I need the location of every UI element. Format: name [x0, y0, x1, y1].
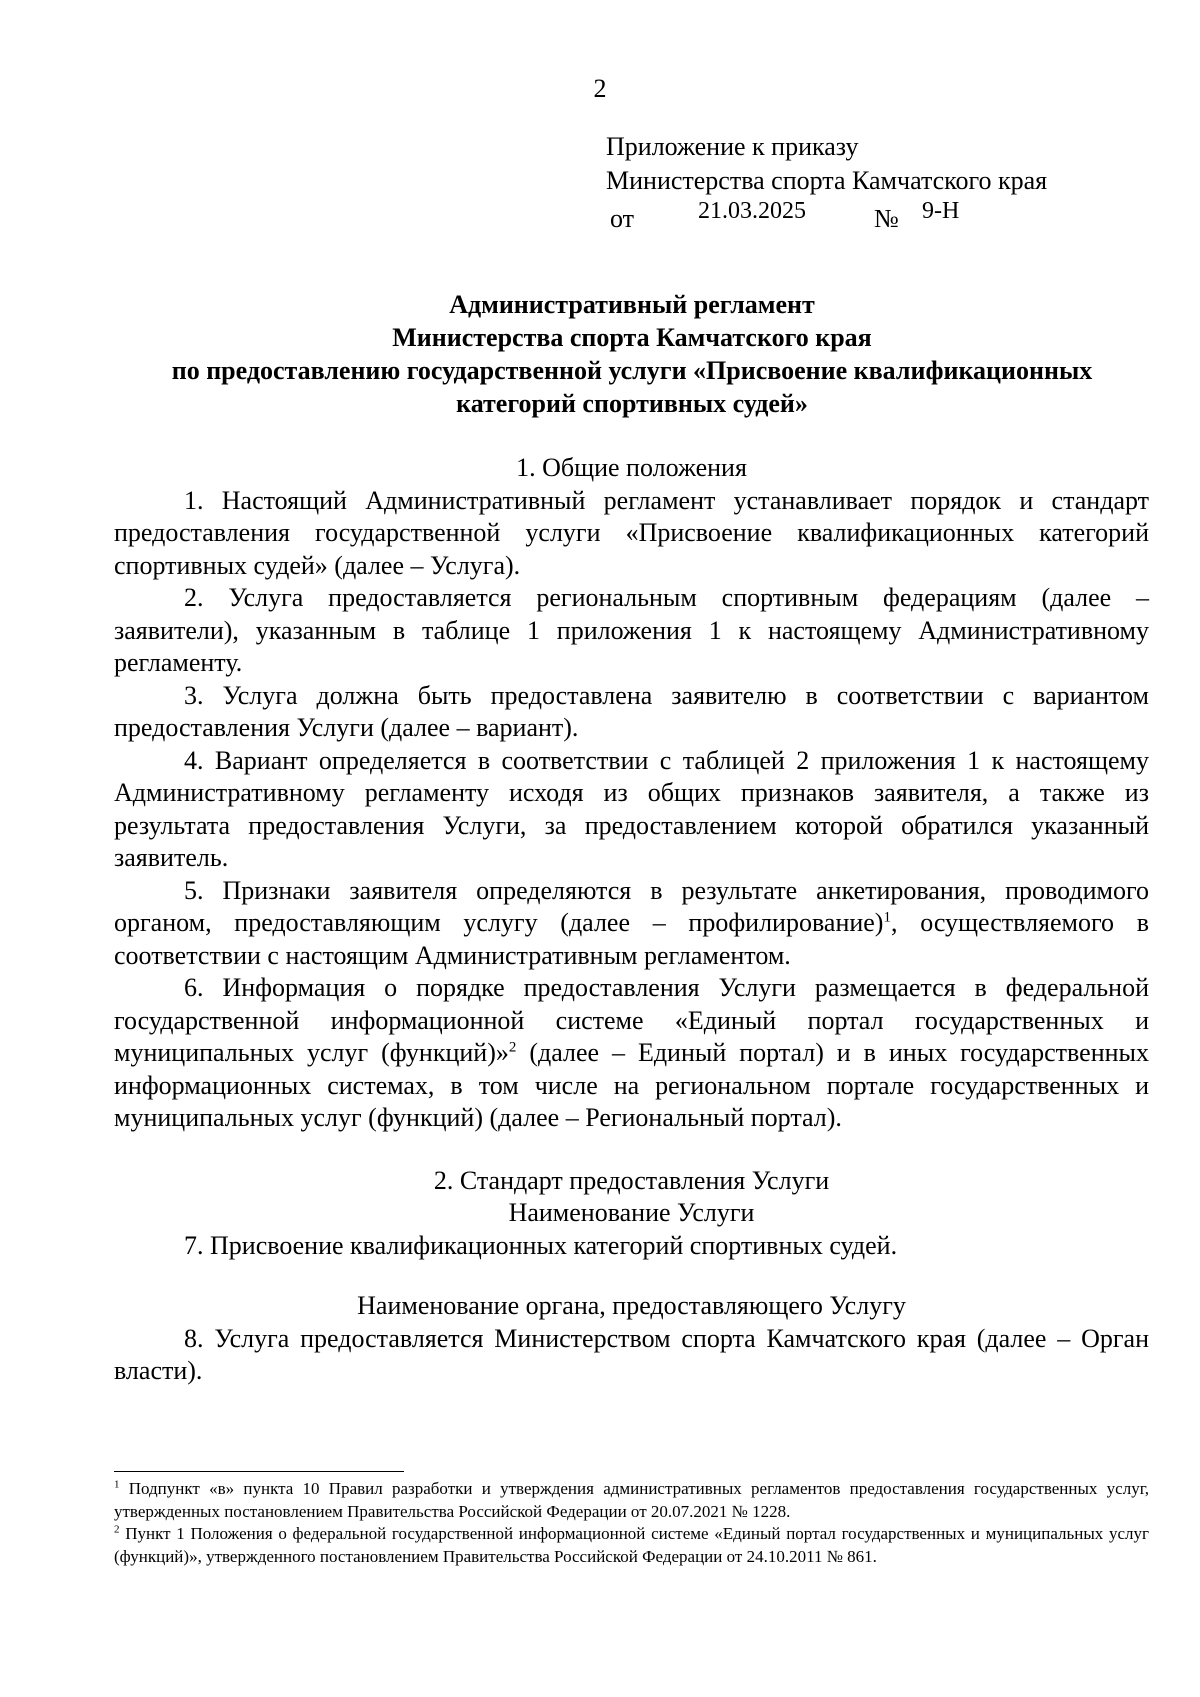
paragraph-6-part-b: (далее – Единый портал) и в иных государственных информационных системах, в том числе на региональном портале государственных и муниципальных услуг (функций) (далее – Региональный портал). — [114, 1038, 1149, 1132]
footnote-2-text: Пункт 1 Положения о федеральной государственной информационной системе «Единый портал государственных и муниципальных услуг (функций)», утвержденного постановлением Правительства Российской Федерации от 24.10.2011 № 861. — [114, 1524, 1149, 1566]
paragraph-3: 3. Услуга должна быть предоставлена заявителю в соответствии с вариантом предоставления Услуги (далее – вариант). — [114, 680, 1149, 742]
title-line-4: категорий спортивных судей» — [456, 389, 808, 418]
paragraph-5-part-a: 5. Признаки заявителя определяются в результате анкетирования, проводимого органом, предоставляющим услугу (далее – профилирование) — [114, 875, 1149, 937]
paragraph-6-part-a: 6. Информация о порядке предоставления Услуги размещается в федеральной государственной информационной системе «Единый портал государственных и муниципальных услуг (функций)» — [114, 973, 1149, 1067]
subsection-service-name: Наименование Услуги — [508, 1198, 755, 1227]
paragraph-4: 4. Вариант определяется в соответствии с таблицей 2 приложения 1 к настоящему Административному регламенту исходя из общих признаков заявителя, а также из результата предоставления Услуги, за предоставлением которой обратился указанный заявитель. — [114, 745, 1149, 872]
paragraph-2: 2. Услуга предоставляется региональным спортивным федерациям (далее – заявители), указанным в таблице 1 приложения 1 к настоящему Административному регламенту. — [114, 583, 1149, 677]
appendix-line-1: Приложение к приказу — [606, 132, 859, 161]
title-line-1: Административный регламент — [449, 290, 815, 319]
paragraph-7: 7. Присвоение квалификационных категорий спортивных судей. — [184, 1230, 898, 1260]
order-meta — [606, 198, 1047, 232]
paragraph-5 — [114, 875, 1149, 973]
order-number: 9-Н — [922, 198, 960, 224]
paragraph-8: 8. Услуга предоставляется Министерством спорта Камчатского края (далее – Орган власти). — [114, 1323, 1149, 1385]
footnote-ref-2: 2 — [508, 1039, 517, 1056]
footnote-1-text: Подпункт «в» пункта 10 Правил разработки и утверждения административных регламентов предоставления государственных услуг, утвержденных постановлением Правительства Российской Федерации от 20.07.2021 № 1228. — [114, 1479, 1149, 1521]
footnote-separator — [114, 1471, 404, 1472]
footnote-2 — [114, 1523, 1149, 1568]
footnote-2-marker: 2 — [114, 1523, 120, 1536]
document-body — [114, 452, 1149, 1388]
appendix-header — [606, 130, 1047, 232]
section-1-heading: 1. Общие положения — [516, 453, 747, 482]
paragraph-6 — [114, 972, 1149, 1135]
order-date: 21.03.2025 — [698, 198, 806, 224]
footnotes — [114, 1478, 1149, 1568]
title-line-2: Министерства спорта Камчатского края — [392, 323, 872, 352]
appendix-line-2: Министерства спорта Камчатского края — [606, 166, 1048, 195]
title-line-3: по предоставлению государственной услуги «Присвоение квалификационных — [171, 356, 1093, 385]
subsection-authority-name: Наименование органа, предоставляющего Услугу — [357, 1291, 906, 1320]
order-from-label: от — [610, 204, 635, 233]
page-number: 2 — [593, 74, 607, 103]
footnote-1 — [114, 1478, 1149, 1523]
document-title — [112, 288, 1152, 420]
section-2-heading: 2. Стандарт предоставления Услуги — [433, 1165, 830, 1195]
paragraph-1: 1. Настоящий Административный регламент устанавливает порядок и стандарт предоставления государственной услуги «Присвоение квалификационных категорий спортивных судей» (далее – Услуга). — [114, 485, 1149, 580]
footnote-1-marker: 1 — [114, 1478, 120, 1491]
footnote-ref-1: 1 — [883, 909, 891, 926]
order-number-sign: № — [874, 204, 899, 233]
paragraph-5-part-b: , осуществляемого в соответствии с настоящим Административным регламентом. — [114, 908, 1149, 970]
